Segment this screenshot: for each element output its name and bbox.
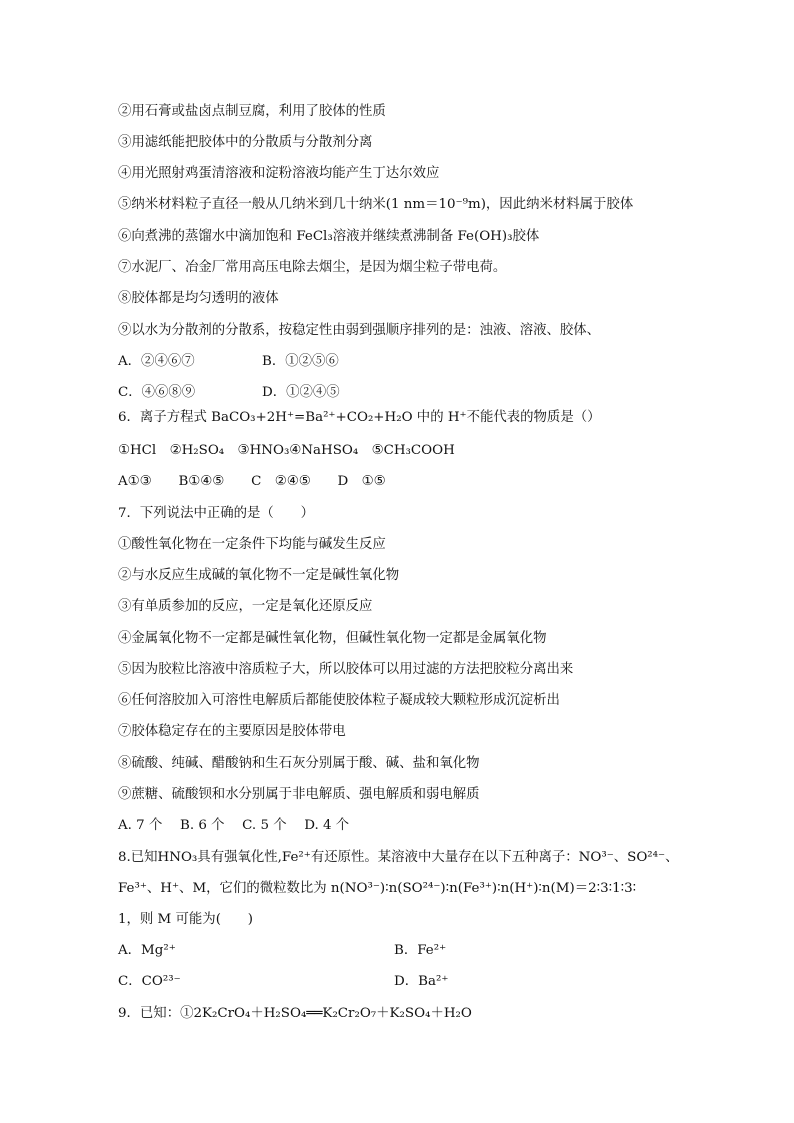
q6-options: A①③ B①④⑤ C ②④⑤ D ①⑤ (118, 474, 386, 489)
q7-stem: 7．下列说法中正确的是（ ） (118, 506, 314, 521)
q5-item-9: ⑨以水为分散剂的分散系，按稳定性由弱到强顺序排列的是：浊液、溶液、胶体、 (118, 323, 601, 338)
q8-line-2: Fe³⁺、H⁺、M，它们的微粒数比为 n(NO³⁻)∶n(SO²⁴⁻)∶n(Fe³⁺)∶n(H⁺)∶n(M)＝2∶3∶1∶3∶ (118, 881, 637, 896)
q5-item-3: ③用滤纸能把胶体中的分散质与分散剂分离 (118, 135, 373, 150)
q8-option-a: A．Mg²⁺ (118, 943, 176, 958)
q8-line-1: 8.已知HNO₃具有强氧化性,Fe²⁺有还原性。某溶液中大量存在以下五种离子：NO³⁻、SO²⁴⁻、 (118, 850, 679, 865)
q8-option-d: D．Ba²⁺ (394, 974, 449, 989)
q5-item-2: ②用石膏或盐卤点制豆腐，利用了胶体的性质 (118, 104, 386, 119)
q5-item-7: ⑦水泥厂、冶金厂常用高压电除去烟尘，是因为烟尘粒子带电荷。 (118, 260, 507, 275)
q5-option-c: C．④⑥⑧⑨ (118, 385, 196, 400)
q5-item-6: ⑥向煮沸的蒸馏水中滴加饱和 FeCl₃溶液并继续煮沸制备 Fe(OH)₃胶体 (118, 229, 540, 244)
q5-option-d: D．①②④⑤ (262, 385, 340, 400)
q5-option-a: A．②④⑥⑦ (118, 354, 195, 369)
q5-item-4: ④用光照射鸡蛋清溶液和淀粉溶液均能产生丁达尔效应 (118, 166, 440, 181)
q8-line-3: 1，则 M 可能为( ) (118, 912, 253, 927)
q7-item-3: ③有单质参加的反应，一定是氧化还原反应 (118, 599, 373, 614)
q7-item-7: ⑦胶体稳定存在的主要原因是胶体带电 (118, 724, 346, 739)
q8-option-b: B．Fe²⁺ (394, 943, 447, 958)
q6-stem: 6．离子方程式 BaCO₃+2H⁺=Ba²⁺+CO₂+H₂O 中的 H⁺不能代表的物质是（） (118, 410, 601, 425)
q9-line-1: 9．已知：①2K₂CrO₄＋H₂SO₄══K₂Cr₂O₇＋K₂SO₄＋H₂O (118, 1006, 472, 1021)
q7-item-2: ②与水反应生成碱的氧化物不一定是碱性氧化物 (118, 568, 400, 583)
q7-item-5: ⑤因为胶粒比溶液中溶质粒子大，所以胶体可以用过滤的方法把胶粒分离出来 (118, 662, 574, 677)
q7-options: A. 7 个 B. 6 个 C. 5 个 D. 4 个 (118, 818, 350, 833)
q5-option-b: B．①②⑤⑥ (262, 354, 339, 369)
q7-item-8: ⑧硫酸、纯碱、醋酸钠和生石灰分别属于酸、碱、盐和氧化物 (118, 756, 480, 771)
q5-item-5: ⑤纳米材料粒子直径一般从几纳米到几十纳米(1 nm＝10⁻⁹m)，因此纳米材料属于胶体 (118, 197, 634, 212)
q5-item-8: ⑧胶体都是均匀透明的液体 (118, 291, 279, 306)
q7-item-1: ①酸性氧化物在一定条件下均能与碱发生反应 (118, 537, 386, 552)
q7-item-9: ⑨蔗糖、硫酸钡和水分别属于非电解质、强电解质和弱电解质 (118, 787, 480, 802)
q7-item-4: ④金属氧化物不一定都是碱性氧化物，但碱性氧化物一定都是金属氧化物 (118, 631, 547, 646)
q7-item-6: ⑥任何溶胶加入可溶性电解质后都能使胶体粒子凝成较大颗粒形成沉淀析出 (118, 693, 560, 708)
q6-substances: ①HCl ②H₂SO₄ ③HNO₃④NaHSO₄ ⑤CH₃COOH (118, 443, 455, 458)
q8-option-c: C．CO²³⁻ (118, 974, 181, 989)
